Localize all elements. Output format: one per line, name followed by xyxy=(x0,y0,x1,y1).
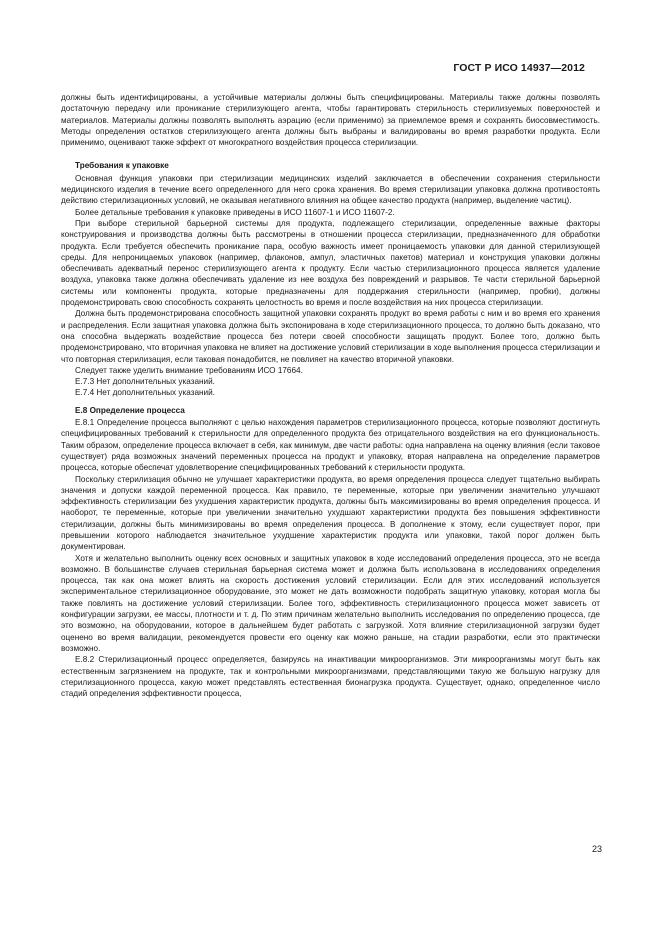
paragraph: Хотя и желательно выполнить оценку всех основных и защитных упаковок в ходе исследований определения процесса, это не всегда возможно. В большинстве случаев стерильная барьерная система может и должна быть использована в исследованиях определения процесса, так как она может влиять на скорость достижения условий стерилизации. Если для этих исследований используется экспериментальное стерилизационное оборудование, это может не дать возможности подобрать защитную упаковку, которая могла бы также повлиять на достижение условий стерилизации. Более того, эффективность стерилизационного процесса может зависеть от конфигурации загрузки, ее массы, плотности и т. д. По этим причинам желательно выполнить исследования по определению процесса, где это возможно, на оборудовании, которое в дальнейшем будет работать с загрузкой. Хотя влияние стерилизационной загрузки будет оценено во время валидации, рекомендуется провести его оценку как можно раньше, на стадии разработки, если это практически возможно. xyxy=(61,553,600,653)
paragraph: Более детальные требования к упаковке приведены в ИСО 11607-1 и ИСО 11607-2. xyxy=(75,207,395,217)
document-body xyxy=(61,92,600,699)
page-number: 23 xyxy=(591,844,602,854)
paragraph: Должна быть продемонстрирована способность защитной упаковки сохранять продукт во время работы с ним и во время его хранения и распределения. Если защитная упаковка должна быть экспонирована в ходе стерилизационного процесса, то должно быть доказано, что она способна выдержать воздействие процесса без потери своей способности защищать продукт. Более того, должно быть продемонстрировано, что вторичная упаковка не влияет на достижение условий стерилизации в ходе выполнения процесса стерилизации и что повторная стерилизация, если таковая понадобится, не повлияет на качество вторичной упаковки. xyxy=(61,309,600,364)
paragraph: Поскольку стерилизация обычно не улучшает характеристики продукта, во время определения процесса следует тщательно выбирать значения и допуски каждой переменной процесса. Как правило, те переменные, которые при увеличении значительно улучшают эффективность стерилизации без ухудшения характеристик продукта, должны быть максимизированы во время определения процесса. И наоборот, те переменные, которые при увеличении значительно ухудшают характеристики продукта без повышения эффективности стерилизации, должны быть минимизированы во время определения процесса. В дополнение к этому, если существует порог, при превышении которого наблюдается значительное ухудшение характеристик продукта или упаковки, такой порог должен быть документирован. xyxy=(61,474,600,552)
paragraph: Следует также уделить внимание требованиям ИСО 17664. xyxy=(75,365,303,375)
section-heading-process-definition: Е.8 Определение процесса xyxy=(75,405,185,415)
paragraph: При выборе стерильной барьерной системы для продукта, подлежащего стерилизации, определенные важные факторы конструирования и производства должны быть рассмотрены в отношении процесса стерилизации, предназначенного для обработки продукта. Если требуется обеспечить проникание пара, особую важность имеет проницаемость упаковки для данной стерилизующей среды. Для непроницаемых упаковок (например, флаконов, ампул, эластичных пакетов) материал и конструкция упаковки должны обеспечивать адекватный перенос стерилизующего агента к продукту. Если частью стерилизационного процесса является удаление воздуха, упаковка также должна обеспечивать удаление из нее воздуха без повреждений и разрывов. Те части стерильной барьерной системы или компоненты продукта, которые предназначены для поддержания стерильности (например, пробки), должны продемонстрировать свою способность сохранять целостность во время и после воздействия на них процесса стерилизации. xyxy=(61,218,600,308)
paragraph: Е.7.3 Нет дополнительных указаний. xyxy=(75,377,215,387)
document-code-header: ГОСТ Р ИСО 14937—2012 xyxy=(453,62,585,74)
section-heading-packaging: Требования к упаковке xyxy=(75,161,169,171)
spacer xyxy=(61,148,600,154)
paragraph: Е.7.4 Нет дополнительных указаний. xyxy=(75,388,215,398)
paragraph: должны быть идентифицированы, а устойчивые материалы должны быть специфицированы. Материалы также должны позволять достаточную передачу или проникание стерилизующего агента, чтобы гарантировать стерильность стерилизуемых поверхностей и материалов. Материалы должны позволять выполнять аэрацию (если применимо) за приемлемое время и сохранять биосовместимость. Методы определения остатков стерилизующего агента должны быть выбраны и валидированы во время разработки продукта. Если применимо, оценивают также эффект от многократного воздействия процесса стерилизации. xyxy=(61,93,600,148)
paragraph: Е.8.1 Определение процесса выполняют с целью нахождения параметров стерилизационного процесса, которые позволяют достигнуть специфицированных требований к стерильности для определенного продукта без отрицательного воздействия на его функциональность. Таким образом, определение процесса включает в себя, как минимум, две части работы: одна направлена на оценку влияния (если таковое существует) ряда возможных значений переменных процесса на продукт и упаковку, вторая направлена на определение параметров процесса, которые обеспечат удовлетворение специфицированных требований к стерильности продукта. xyxy=(61,418,600,473)
paragraph: Е.8.2 Стерилизационный процесс определяется, базируясь на инактивации микроорганизмов. Эти микроорганизмы могут быть как естественным загрязнением на продукте, так и контрольными микроорганизмами, представляющими такую же большую нагрузку для стерилизационного процесса, какую может представлять естественная бионагрузка продукта. Существует, однако, определенное число стадий определения эффективности процесса, xyxy=(61,655,600,699)
paragraph: Основная функция упаковки при стерилизации медицинских изделий заключается в обеспечении сохранения стерильности медицинского изделия в течение всего определенного для него срока хранения. Во время стерилизации упаковка должна противостоять действию стерилизационных условий, не оказывая негативного влияния на общее качество продукта (например, выделение частиц). xyxy=(61,173,600,206)
